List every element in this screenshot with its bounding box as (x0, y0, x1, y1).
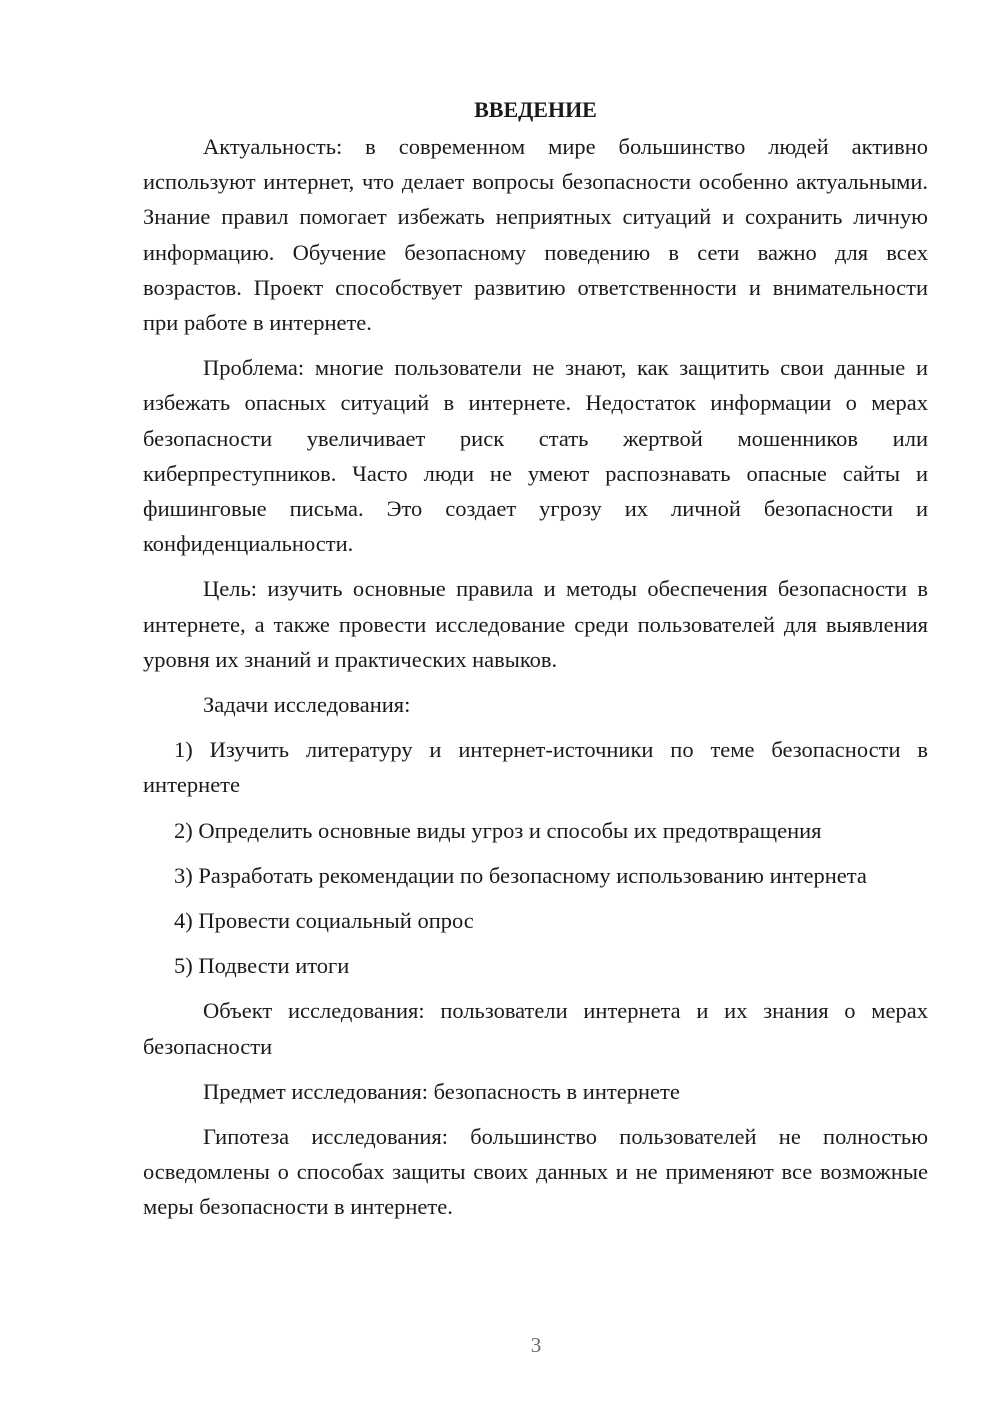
task-item-4: 4) Провести социальный опрос (174, 908, 474, 934)
task-item-1: 1) Изучить литературу и интернет-источники по теме безопасности в интернете (143, 737, 928, 798)
tasks-title: Задачи исследования: (203, 692, 411, 718)
task-item-3: 3) Разработать рекомендации по безопасному использованию интернета (174, 862, 867, 888)
page-content (143, 92, 928, 1225)
relevance-paragraph: Актуальность: в современном мире большинство людей активно используют интернет, что делает вопросы безопасности особенно актуальными. Знание правил помогает избежать неприятных ситуаций и сохранить личную информацию. Обучение безопасному поведению в сети важно для всех возрастов. Проект способствует развитию ответственности и внимательности при работе в интернете. (143, 134, 928, 336)
page-heading: ВВЕДЕНИЕ (474, 97, 597, 122)
problem-paragraph: Проблема: многие пользователи не знают, как защитить свои данные и избежать опасных ситуаций в интернете. Недостаток информации о мерах безопасности увеличивает риск стать жертвой мошенников или киберпреступников. Часто люди не умеют распознавать опасные сайты и фишинговые письма. Это создает угрозу их личной безопасности и конфиденциальности. (143, 355, 928, 557)
object-paragraph: Объект исследования: пользователи интернета и их знания о мерах безопасности (143, 998, 928, 1059)
goal-paragraph: Цель: изучить основные правила и методы обеспечения безопасности в интернете, а также провести исследование среди пользователей для выявления уровня их знаний и практических навыков. (143, 576, 928, 672)
hypothesis-paragraph: Гипотеза исследования: большинство пользователей не полностью осведомлены о способах защиты своих данных и не применяют все возможные меры безопасности в интернете. (143, 1124, 928, 1220)
subject-paragraph: Предмет исследования: безопасность в интернете (203, 1078, 680, 1104)
page-number: 3 (530, 1333, 542, 1357)
task-item-5: 5) Подвести итоги (174, 953, 350, 979)
task-item-2: 2) Определить основные виды угроз и способы их предотвращения (174, 817, 822, 843)
